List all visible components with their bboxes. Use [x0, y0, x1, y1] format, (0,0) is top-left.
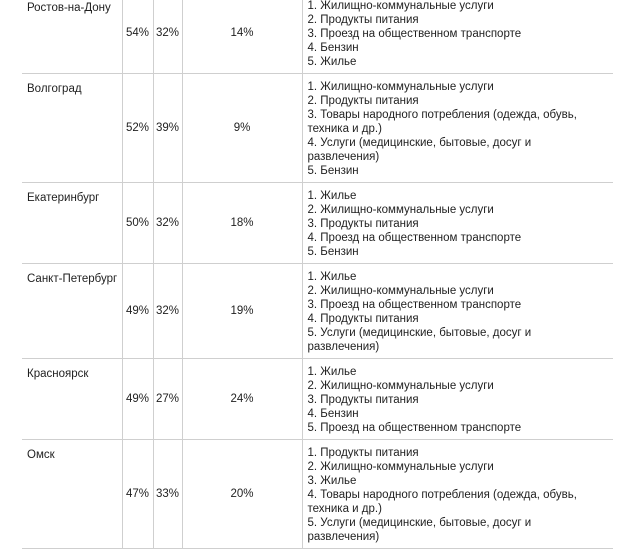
percent-cell-3: 18% [182, 183, 302, 264]
table-row [22, 74, 613, 183]
table-row [22, 359, 613, 440]
city-name-cell: Красноярск [22, 359, 122, 440]
expense-list-item: 1. Жилье [307, 190, 357, 202]
table-row [22, 440, 613, 549]
expense-list-item: 3. Продукты питания [307, 218, 419, 230]
expense-list-item: 1. Жилищно-коммунальные услуги [307, 81, 494, 93]
expense-list-item: 5. Услуги (медицинские, бытовые, досуг и [307, 517, 532, 529]
percent-cell-1: 49% [122, 359, 153, 440]
expense-list-item: 2. Продукты питания [307, 14, 419, 26]
city-name-cell: Санкт-Петербург [22, 264, 122, 359]
expense-list-cell [302, 264, 613, 359]
expense-list-item: техника и др.) [307, 503, 382, 515]
expense-list-item: 4. Товары народного потребления (одежда, обувь, [307, 489, 577, 501]
expense-list-item: 5. Бензин [307, 246, 359, 258]
expense-list-item: 1. Жилищно-коммунальные услуги [307, 0, 494, 12]
expense-list-item: 2. Жилищно-коммунальные услуги [307, 285, 494, 297]
expense-list-item: 2. Жилищно-коммунальные услуги [307, 380, 494, 392]
table-row [22, 183, 613, 264]
expense-list-item: 5. Услуги (медицинские, бытовые, досуг и [307, 327, 532, 339]
expense-list-item: 3. Товары народного потребления (одежда, обувь, [307, 109, 577, 121]
percent-cell-3: 20% [182, 440, 302, 549]
expense-list-item: 2. Жилищно-коммунальные услуги [307, 461, 494, 473]
percent-cell-2: 27% [153, 359, 182, 440]
expense-list-item: техника и др.) [307, 123, 382, 135]
expense-list-item: 5. Бензин [307, 165, 359, 177]
city-name-cell: Екатеринбург [22, 183, 122, 264]
percent-cell-3: 9% [182, 74, 302, 183]
percent-cell-2: 39% [153, 74, 182, 183]
expense-list-item: 4. Бензин [307, 42, 359, 54]
percent-cell-1: 54% [122, 0, 153, 74]
table-body [22, 0, 613, 549]
expense-list-item: 5. Проезд на общественном транспорте [307, 422, 522, 434]
city-name-cell: Ростов-на-Дону [22, 0, 122, 74]
table-row [22, 264, 613, 359]
percent-cell-2: 32% [153, 0, 182, 74]
expense-list-item: 5. Жилье [307, 56, 357, 68]
expense-list-item: 3. Проезд на общественном транспорте [307, 299, 522, 311]
expense-list-item: 1. Продукты питания [307, 447, 419, 459]
expense-list-item: 4. Бензин [307, 408, 359, 420]
expense-list-item: 4. Проезд на общественном транспорте [307, 232, 522, 244]
percent-cell-3: 14% [182, 0, 302, 74]
expense-list-cell [302, 0, 613, 74]
percent-cell-2: 32% [153, 183, 182, 264]
percent-cell-1: 52% [122, 74, 153, 183]
expense-list-cell [302, 440, 613, 549]
expense-list-item: 2. Продукты питания [307, 95, 419, 107]
city-name-cell: Омск [22, 440, 122, 549]
cities-table [22, 0, 613, 549]
percent-cell-3: 19% [182, 264, 302, 359]
percent-cell-3: 24% [182, 359, 302, 440]
expense-list-item: развлечения) [307, 151, 380, 163]
expense-list-item: развлечения) [307, 531, 380, 543]
percent-cell-1: 47% [122, 440, 153, 549]
expense-list-cell [302, 359, 613, 440]
expense-list-item: развлечения) [307, 341, 380, 353]
expense-list-item: 1. Жилье [307, 366, 357, 378]
city-name-cell: Волгоград [22, 74, 122, 183]
percent-cell-2: 33% [153, 440, 182, 549]
table-row [22, 0, 613, 74]
expense-list-item: 4. Продукты питания [307, 313, 419, 325]
expense-list-item: 4. Услуги (медицинские, бытовые, досуг и [307, 137, 532, 149]
expense-list-item: 1. Жилье [307, 271, 357, 283]
percent-cell-2: 32% [153, 264, 182, 359]
expense-list-cell [302, 74, 613, 183]
expense-list-item: 2. Жилищно-коммунальные услуги [307, 204, 494, 216]
expense-list-item: 3. Продукты питания [307, 394, 419, 406]
percent-cell-1: 49% [122, 264, 153, 359]
expense-list-item: 3. Жилье [307, 475, 357, 487]
expense-list-item: 3. Проезд на общественном транспорте [307, 28, 522, 40]
expense-list-cell [302, 183, 613, 264]
percent-cell-1: 50% [122, 183, 153, 264]
